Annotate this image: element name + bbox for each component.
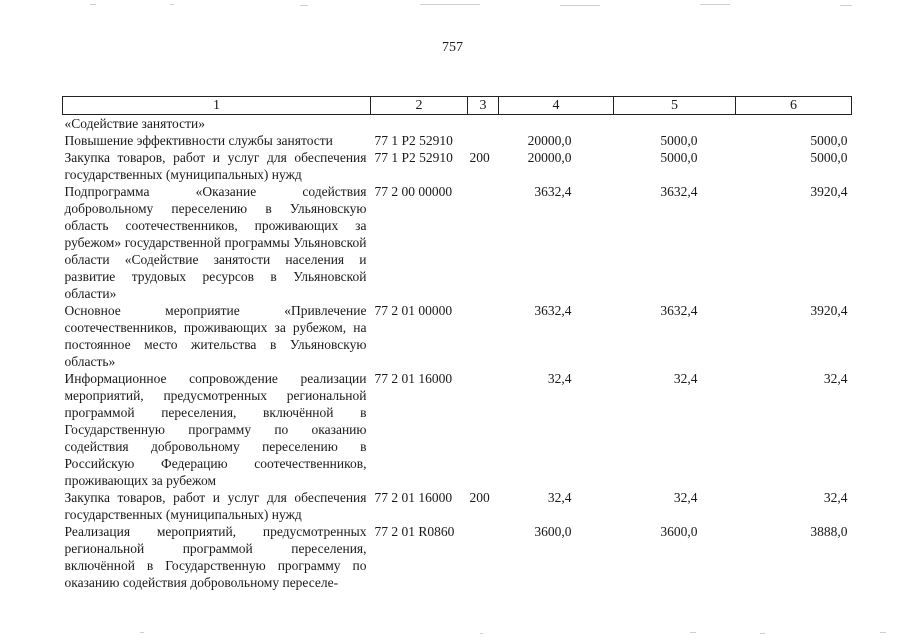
row-description: Повышение эффективности службы занятости — [64, 133, 333, 148]
header-col-5: 5 — [614, 97, 736, 115]
row-amount-col-5: 32,4 — [673, 371, 698, 386]
row-amount-col-5: 3600,0 — [660, 524, 698, 539]
header-col-3: 3 — [468, 97, 499, 115]
header-row — [63, 97, 852, 115]
header-col-4: 4 — [499, 97, 614, 115]
row-description: Основное мероприятие «Привлечение соотечественников, проживающих за рубежом, на постоянное место жительства в Ульяновскую область» — [64, 303, 367, 369]
row-amount-col-5: 5000,0 — [660, 133, 698, 148]
table-header — [63, 97, 852, 115]
table-row — [63, 302, 852, 370]
row-expense-type — [468, 183, 499, 302]
row-amount-col-4: 32,4 — [547, 490, 572, 505]
row-target-code: 77 2 00 00000 — [374, 184, 453, 199]
row-expense-type — [468, 370, 499, 489]
row-expense-type — [468, 132, 499, 149]
row-expense-type — [468, 115, 499, 133]
row-description: Информационное сопровождение реализации мероприятий, предусмотренных региональной программой переселения, включённой в Государственную программу по оказанию содействия добровольному переселению в Российскую Федерацию соотечественников, проживающих за рубежом — [64, 371, 367, 488]
table-row — [63, 183, 852, 302]
row-description: Закупка товаров, работ и услуг для обеспечения государственных (муниципальных) нужд — [64, 490, 367, 522]
row-amount-col-6: 32,4 — [823, 371, 848, 386]
row-description: Подпрограмма «Оказание содействия добровольному переселению в Ульяновскую область соотечественников, проживающих за рубежом» государственной программы Ульяновской области «Содействие занятости населения и развитие трудовых ресурсов в Ульяновской области» — [64, 184, 367, 301]
row-amount-col-5 — [614, 115, 736, 133]
table-body — [63, 115, 852, 592]
row-amount-col-4: 3600,0 — [534, 524, 572, 539]
row-description: Закупка товаров, работ и услуг для обеспечения государственных (муниципальных) нужд — [64, 150, 367, 182]
row-amount-col-5: 3632,4 — [660, 303, 698, 318]
row-expense-type — [468, 302, 499, 370]
row-amount-col-4 — [499, 115, 614, 133]
row-amount-col-4: 20000,0 — [527, 133, 572, 148]
row-target-code: 77 1 Р2 52910 — [374, 150, 453, 165]
row-amount-col-6: 32,4 — [823, 490, 848, 505]
row-amount-col-5: 5000,0 — [660, 150, 698, 165]
header-col-6: 6 — [736, 97, 852, 115]
row-amount-col-4: 3632,4 — [534, 184, 572, 199]
header-col-1: 1 — [63, 97, 371, 115]
budget-table — [62, 96, 852, 591]
row-amount-col-5: 3632,4 — [660, 184, 698, 199]
row-amount-col-6: 3888,0 — [810, 524, 848, 539]
table-row — [63, 489, 852, 523]
row-amount-col-4: 20000,0 — [527, 150, 572, 165]
row-target-code: 77 2 01 R0860 — [374, 524, 455, 539]
table-row — [63, 149, 852, 183]
row-description: «Содействие занятости» — [64, 116, 205, 131]
row-description: Реализация мероприятий, предусмотренных региональной программой переселения, включённой в Государственную программу по оказанию содействия добровольному переселе- — [64, 524, 367, 590]
row-amount-col-4: 32,4 — [547, 371, 572, 386]
row-target-code: 77 2 01 16000 — [374, 371, 453, 386]
row-expense-type: 200 — [469, 490, 490, 505]
table-row — [63, 370, 852, 489]
table-row — [63, 132, 852, 149]
page-number: 757 — [442, 40, 463, 55]
table-row — [63, 523, 852, 591]
row-amount-col-4: 3632,4 — [534, 303, 572, 318]
header-col-2: 2 — [371, 97, 468, 115]
row-target-code: 77 1 Р2 52910 — [374, 133, 453, 148]
row-amount-col-6: 3920,4 — [810, 303, 848, 318]
row-amount-col-6: 5000,0 — [810, 133, 848, 148]
row-expense-type — [468, 523, 499, 591]
row-target-code — [371, 115, 468, 133]
row-amount-col-6: 5000,0 — [810, 150, 848, 165]
row-amount-col-6: 3920,4 — [810, 184, 848, 199]
row-amount-col-5: 32,4 — [673, 490, 698, 505]
row-target-code: 77 2 01 16000 — [374, 490, 453, 505]
row-amount-col-6 — [736, 115, 852, 133]
table-row — [63, 115, 852, 133]
row-expense-type: 200 — [469, 150, 490, 165]
row-target-code: 77 2 01 00000 — [374, 303, 453, 318]
